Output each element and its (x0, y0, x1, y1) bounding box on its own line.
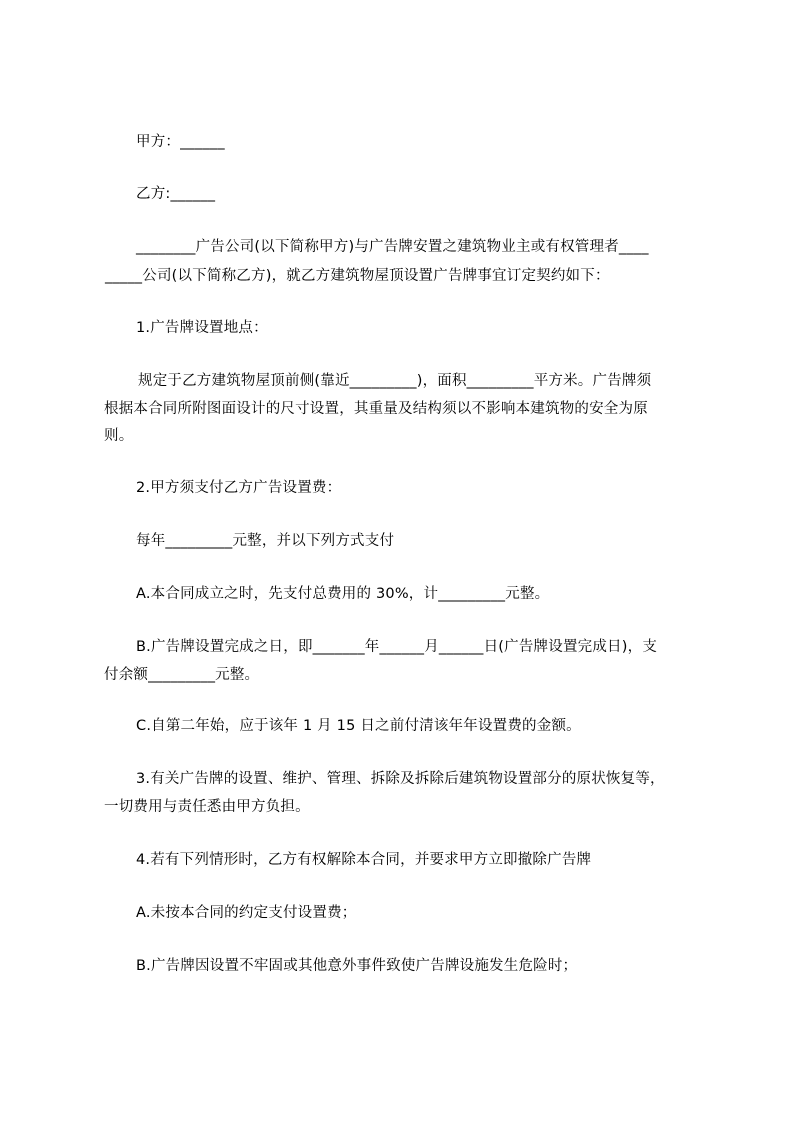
section-2-annual-fee: 每年_________元整，并以下列方式支付 (136, 533, 395, 549)
section-1-body-line-1: 规定于乙方建筑物屋顶前侧(靠近_________)，面积_________平方米。广告牌须 (138, 373, 652, 389)
section-3-line-1: 3.有关广告牌的设置、维护、管理、拆除及拆除后建筑物设置部分的原状恢复等， (136, 771, 665, 787)
party-a-line: 甲方：______ (136, 134, 225, 150)
section-4-item-a: A.未按本合同的约定支付设置费； (136, 905, 357, 921)
section-2-item-a: A.本合同成立之时，先支付总费用的 30%，计_________元整。 (136, 586, 550, 602)
party-b-line: 乙方:______ (136, 186, 216, 202)
section-4-heading: 4.若有下列情形时，乙方有权解除本合同，并要求甲方立即撤除广告牌 (136, 852, 592, 868)
section-2-heading: 2.甲方须支付乙方广告设置费： (136, 480, 342, 496)
section-4-item-b: B.广告牌因设置不牢固或其他意外事件致使广告牌设施发生危险时； (136, 958, 578, 974)
section-2-item-b-line-1: B.广告牌设置完成之日，即_______年______月______日(广告牌设置完成日)，支 (136, 639, 658, 655)
section-2-item-b-line-2: 付余额_________元整。 (104, 667, 260, 683)
section-1-body-line-3: 则。 (104, 428, 134, 444)
section-3-line-2: 一切费用与责任悉由甲方负担。 (104, 799, 310, 815)
section-1-heading: 1.广告牌设置地点： (136, 320, 268, 336)
intro-line-2: _____公司(以下简称乙方)，就乙方建筑物屋顶设置广告牌事宜订定契约如下： (105, 268, 610, 284)
intro-line-1: ________广告公司(以下简称甲方)与广告牌安置之建筑物业主或有权管理者____ (136, 239, 649, 255)
section-2-item-c: C.自第二年始，应于该年 1 月 15 日之前付清该年年设置费的金额。 (136, 718, 581, 734)
section-1-body-line-2: 根据本合同所附图面设计的尺寸设置，其重量及结构须以不影响本建筑物的安全为原 (104, 401, 648, 417)
